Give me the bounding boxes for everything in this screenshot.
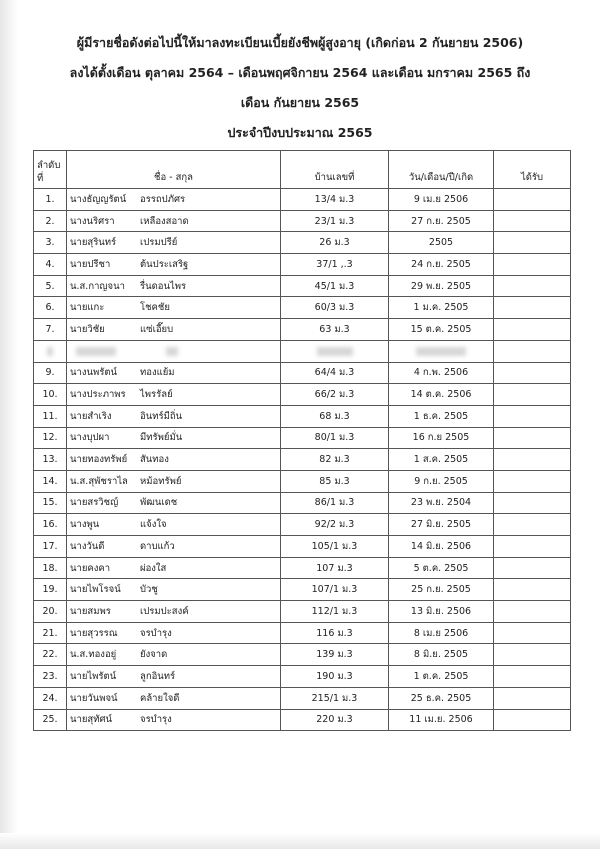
table-row bbox=[34, 579, 571, 601]
last-name: ยังจาด bbox=[140, 649, 168, 661]
first-name: นายวิชัย bbox=[70, 323, 105, 335]
cell-name bbox=[67, 319, 281, 341]
cell-birthdate: 8 มิ.ย. 2505 bbox=[389, 644, 494, 666]
cell-received bbox=[494, 449, 571, 471]
cell-address: 139 ม.3 bbox=[281, 644, 389, 666]
table-row bbox=[34, 275, 571, 297]
table-row bbox=[34, 492, 571, 514]
cell-received bbox=[494, 362, 571, 384]
last-name: ต้นประเสริฐ bbox=[140, 258, 189, 270]
cell-address: 190 ม.3 bbox=[281, 666, 389, 688]
cell-received bbox=[494, 514, 571, 536]
cell-name bbox=[67, 340, 281, 362]
table-row bbox=[34, 405, 571, 427]
cell-address: 80/1 ม.3 bbox=[281, 427, 389, 449]
redacted-mark bbox=[47, 347, 53, 356]
cell-no: 13. bbox=[34, 449, 67, 471]
table-row bbox=[34, 709, 571, 731]
table-row bbox=[34, 666, 571, 688]
first-name: นายทองทรัพย์ bbox=[70, 454, 128, 466]
cell-birthdate: 11 เม.ย. 2506 bbox=[389, 709, 494, 731]
cell-no: 22. bbox=[34, 644, 67, 666]
cell-address: 116 ม.3 bbox=[281, 622, 389, 644]
cell-birthdate: 25 ธ.ค. 2505 bbox=[389, 687, 494, 709]
last-name: เหลืองสอาด bbox=[140, 215, 189, 227]
cell-address: 105/1 ม.3 bbox=[281, 536, 389, 558]
cell-address: 220 ม.3 bbox=[281, 709, 389, 731]
cell-birthdate: 16 ก.ย 2505 bbox=[389, 427, 494, 449]
cell-address: 60/3 ม.3 bbox=[281, 297, 389, 319]
cell-no: 17. bbox=[34, 536, 67, 558]
table-row bbox=[34, 449, 571, 471]
cell-received bbox=[494, 297, 571, 319]
cell-received bbox=[494, 579, 571, 601]
cell-name bbox=[67, 601, 281, 623]
redacted-mark bbox=[166, 347, 178, 356]
redacted-mark bbox=[317, 347, 353, 356]
last-name: อรรถปภัศร bbox=[140, 193, 186, 205]
last-name: เปรมปะสงค์ bbox=[140, 605, 189, 617]
cell-name bbox=[67, 557, 281, 579]
cell-received bbox=[494, 232, 571, 254]
cell-birthdate: 29 พ.ย. 2505 bbox=[389, 275, 494, 297]
first-name: นายสุรินทร์ bbox=[70, 237, 117, 249]
cell-address: 86/1 ม.3 bbox=[281, 492, 389, 514]
table-row bbox=[34, 601, 571, 623]
cell-name bbox=[67, 644, 281, 666]
cell-received bbox=[494, 405, 571, 427]
first-name: นายสุวรรณ bbox=[70, 627, 118, 639]
cell-birthdate: 1 ส.ค. 2505 bbox=[389, 449, 494, 471]
cell-birthdate: 14 ต.ค. 2506 bbox=[389, 384, 494, 406]
cell-no: 14. bbox=[34, 470, 67, 492]
cell-no: 19. bbox=[34, 579, 67, 601]
first-name: นางประภาพร bbox=[70, 389, 126, 401]
cell-name bbox=[67, 254, 281, 276]
table-row bbox=[34, 232, 571, 254]
cell-no: 21. bbox=[34, 622, 67, 644]
cell-address: 68 ม.3 bbox=[281, 405, 389, 427]
last-name: หม้อทรัพย์ bbox=[140, 475, 182, 487]
cell-name bbox=[67, 687, 281, 709]
title-line-4: ประจำปีงบประมาณ 2565 bbox=[227, 125, 373, 140]
table-row bbox=[34, 687, 571, 709]
redacted-mark bbox=[76, 347, 116, 356]
cell-name bbox=[67, 666, 281, 688]
cell-received bbox=[494, 275, 571, 297]
cell-address: 85 ม.3 bbox=[281, 470, 389, 492]
cell-no: 12. bbox=[34, 427, 67, 449]
table-row bbox=[34, 319, 571, 341]
last-name: ลูกอินทร์ bbox=[140, 670, 176, 682]
cell-birthdate: 25 ก.ย. 2505 bbox=[389, 579, 494, 601]
cell-address: 92/2 ม.3 bbox=[281, 514, 389, 536]
cell-no: 1. bbox=[34, 189, 67, 211]
first-name: น.ส.สุพัชราไล bbox=[70, 475, 128, 487]
cell-address: 66/2 ม.3 bbox=[281, 384, 389, 406]
last-name: บัวชู bbox=[140, 584, 158, 596]
last-name: แจ้งใจ bbox=[140, 519, 167, 531]
cell-no: 11. bbox=[34, 405, 67, 427]
cell-no: 20. bbox=[34, 601, 67, 623]
last-name: จรบำรุง bbox=[140, 627, 172, 639]
table-row bbox=[34, 644, 571, 666]
cell-no: 15. bbox=[34, 492, 67, 514]
cell-received bbox=[494, 492, 571, 514]
last-name: จรบำรุง bbox=[140, 714, 172, 726]
cell-received bbox=[494, 189, 571, 211]
cell-address: 26 ม.3 bbox=[281, 232, 389, 254]
table-row bbox=[34, 622, 571, 644]
cell-no: 23. bbox=[34, 666, 67, 688]
title-line-3: เดือน กันยายน 2565 bbox=[240, 95, 360, 110]
table-row bbox=[34, 210, 571, 232]
cell-birthdate: 1 ต.ค. 2505 bbox=[389, 666, 494, 688]
cell-no: 6. bbox=[34, 297, 67, 319]
cell-received bbox=[494, 666, 571, 688]
cell-received bbox=[494, 340, 571, 362]
table-row bbox=[34, 362, 571, 384]
cell-address: 63 ม.3 bbox=[281, 319, 389, 341]
cell-no: 16. bbox=[34, 514, 67, 536]
last-name: สันทอง bbox=[140, 454, 169, 466]
last-name: รื่นดอนไพร bbox=[140, 280, 187, 292]
cell-name bbox=[67, 384, 281, 406]
first-name: นางบุปผา bbox=[70, 432, 110, 444]
last-name: ทองแย้ม bbox=[140, 367, 175, 379]
cell-received bbox=[494, 427, 571, 449]
cell-address: 13/4 ม.3 bbox=[281, 189, 389, 211]
first-name: นายสรวิชญ์ bbox=[70, 497, 119, 509]
cell-no: 5. bbox=[34, 275, 67, 297]
first-name: นางธัญญรัตน์ bbox=[70, 193, 127, 205]
cell-name bbox=[67, 449, 281, 471]
first-name: นายไพรัตน์ bbox=[70, 670, 117, 682]
cell-birthdate: 2505 bbox=[389, 232, 494, 254]
table-row bbox=[34, 189, 571, 211]
cell-birthdate: 23 พ.ย. 2504 bbox=[389, 492, 494, 514]
cell-name bbox=[67, 232, 281, 254]
table-row bbox=[34, 514, 571, 536]
cell-name bbox=[67, 427, 281, 449]
cell-name bbox=[67, 297, 281, 319]
cell-no: 18. bbox=[34, 557, 67, 579]
cell-address: 45/1 ม.3 bbox=[281, 275, 389, 297]
cell-name bbox=[67, 514, 281, 536]
first-name: นายวันพจน์ bbox=[70, 692, 118, 704]
cell-no: 3. bbox=[34, 232, 67, 254]
cell-address: 23/1 ม.3 bbox=[281, 210, 389, 232]
cell-address: 64/4 ม.3 bbox=[281, 362, 389, 384]
table-header-row bbox=[34, 151, 571, 189]
cell-address: 82 ม.3 bbox=[281, 449, 389, 471]
redacted-mark bbox=[416, 347, 466, 356]
first-name: นางนริศรา bbox=[70, 215, 115, 227]
last-name: อินทร์มีถิ่น bbox=[140, 410, 183, 422]
header-no bbox=[34, 151, 67, 189]
cell-address bbox=[281, 340, 389, 362]
header-birthdate: วัน/เดือน/ปี/เกิด bbox=[389, 151, 494, 189]
cell-birthdate: 27 มิ.ย. 2505 bbox=[389, 514, 494, 536]
last-name: มีทรัพย์มั่น bbox=[140, 432, 183, 444]
last-name: ไพรรัลย์ bbox=[140, 389, 173, 401]
last-name: คล้ายใจดี bbox=[140, 692, 180, 704]
cell-address: 107 ม.3 bbox=[281, 557, 389, 579]
cell-received bbox=[494, 644, 571, 666]
table-row bbox=[34, 340, 571, 362]
cell-received bbox=[494, 536, 571, 558]
first-name: นายแกะ bbox=[70, 302, 105, 314]
cell-name bbox=[67, 579, 281, 601]
table-row bbox=[34, 536, 571, 558]
cell-no: 7. bbox=[34, 319, 67, 341]
table-row bbox=[34, 427, 571, 449]
cell-birthdate: 4 ก.พ. 2506 bbox=[389, 362, 494, 384]
cell-name bbox=[67, 189, 281, 211]
cell-name bbox=[67, 210, 281, 232]
table-row bbox=[34, 557, 571, 579]
cell-received bbox=[494, 687, 571, 709]
first-name: น.ส.กาญจนา bbox=[70, 280, 125, 292]
cell-name bbox=[67, 362, 281, 384]
page-shadow-bottom bbox=[0, 833, 600, 849]
table-row bbox=[34, 297, 571, 319]
cell-received bbox=[494, 601, 571, 623]
first-name: นายคงคา bbox=[70, 562, 111, 574]
last-name: โชคชัย bbox=[140, 302, 170, 314]
last-name: เปรมปรีย์ bbox=[140, 237, 178, 249]
title-line-1: ผู้มีรายชื่อดังต่อไปนี้ให้มาลงทะเบียนเบี้ยยังชีพผู้สูงอายุ (เกิดก่อน 2 กันยายน 2506) bbox=[76, 35, 524, 50]
cell-birthdate bbox=[389, 340, 494, 362]
first-name: น.ส.ทองอยู่ bbox=[70, 649, 117, 661]
cell-received bbox=[494, 622, 571, 644]
cell-birthdate: 9 ก.ย. 2505 bbox=[389, 470, 494, 492]
first-name: นายปรีชา bbox=[70, 258, 111, 270]
cell-birthdate: 24 ก.ย. 2505 bbox=[389, 254, 494, 276]
cell-address: 107/1 ม.3 bbox=[281, 579, 389, 601]
cell-no: 9. bbox=[34, 362, 67, 384]
cell-birthdate: 1 ธ.ค. 2505 bbox=[389, 405, 494, 427]
cell-birthdate: 15 ต.ค. 2505 bbox=[389, 319, 494, 341]
cell-birthdate: 1 ม.ค. 2505 bbox=[389, 297, 494, 319]
cell-address: 112/1 ม.3 bbox=[281, 601, 389, 623]
cell-address: 215/1 ม.3 bbox=[281, 687, 389, 709]
cell-name bbox=[67, 275, 281, 297]
cell-received bbox=[494, 384, 571, 406]
first-name: นายไพโรจน์ bbox=[70, 584, 121, 596]
cell-received bbox=[494, 709, 571, 731]
page-shadow-left bbox=[0, 0, 18, 849]
header-no-line2: ที่ bbox=[37, 173, 44, 184]
cell-birthdate: 13 มิ.ย. 2506 bbox=[389, 601, 494, 623]
cell-received bbox=[494, 254, 571, 276]
table-row bbox=[34, 254, 571, 276]
first-name: นางนพรัตน์ bbox=[70, 367, 117, 379]
cell-no: 24. bbox=[34, 687, 67, 709]
cell-no: 4. bbox=[34, 254, 67, 276]
last-name: พัฒนเดช bbox=[140, 497, 178, 509]
first-name: นายสมพร bbox=[70, 605, 111, 617]
first-name: นางวันดี bbox=[70, 540, 105, 552]
cell-birthdate: 9 เม.ย 2506 bbox=[389, 189, 494, 211]
title-line-2: ลงได้ตั้งเดือน ตุลาคม 2564 – เดือนพฤศจิกายน 2564 และเดือน มกราคม 2565 ถึง bbox=[69, 65, 531, 80]
last-name: ดาบแก้ว bbox=[140, 540, 175, 552]
cell-received bbox=[494, 210, 571, 232]
last-name: แซ่เอี๊ยบ bbox=[140, 323, 174, 335]
cell-birthdate: 8 เม.ย 2506 bbox=[389, 622, 494, 644]
first-name: นายสำเริง bbox=[70, 410, 112, 422]
elderly-allowance-table bbox=[33, 150, 571, 731]
cell-name bbox=[67, 492, 281, 514]
cell-no: 10. bbox=[34, 384, 67, 406]
cell-birthdate: 5 ต.ค. 2505 bbox=[389, 557, 494, 579]
cell-no bbox=[34, 340, 67, 362]
cell-received bbox=[494, 319, 571, 341]
cell-received bbox=[494, 470, 571, 492]
cell-address: 37/1 ,.3 bbox=[281, 254, 389, 276]
first-name: นางพูน bbox=[70, 519, 100, 531]
header-received: ได้รับ bbox=[494, 151, 571, 189]
cell-no: 25. bbox=[34, 709, 67, 731]
header-address: บ้านเลขที่ bbox=[281, 151, 389, 189]
table-body bbox=[34, 189, 571, 731]
cell-birthdate: 14 มิ.ย. 2506 bbox=[389, 536, 494, 558]
table-row bbox=[34, 470, 571, 492]
cell-birthdate: 27 ก.ย. 2505 bbox=[389, 210, 494, 232]
cell-no: 2. bbox=[34, 210, 67, 232]
cell-name bbox=[67, 709, 281, 731]
cell-name bbox=[67, 470, 281, 492]
cell-received bbox=[494, 557, 571, 579]
cell-name bbox=[67, 405, 281, 427]
last-name: ผ่องใส bbox=[140, 562, 167, 574]
cell-name bbox=[67, 536, 281, 558]
first-name: นายสุทัศน์ bbox=[70, 714, 112, 726]
cell-name bbox=[67, 622, 281, 644]
table-row bbox=[34, 384, 571, 406]
header-no-line1: ลำดับ bbox=[37, 160, 61, 171]
header-name: ชื่อ - สกุล bbox=[67, 151, 281, 189]
